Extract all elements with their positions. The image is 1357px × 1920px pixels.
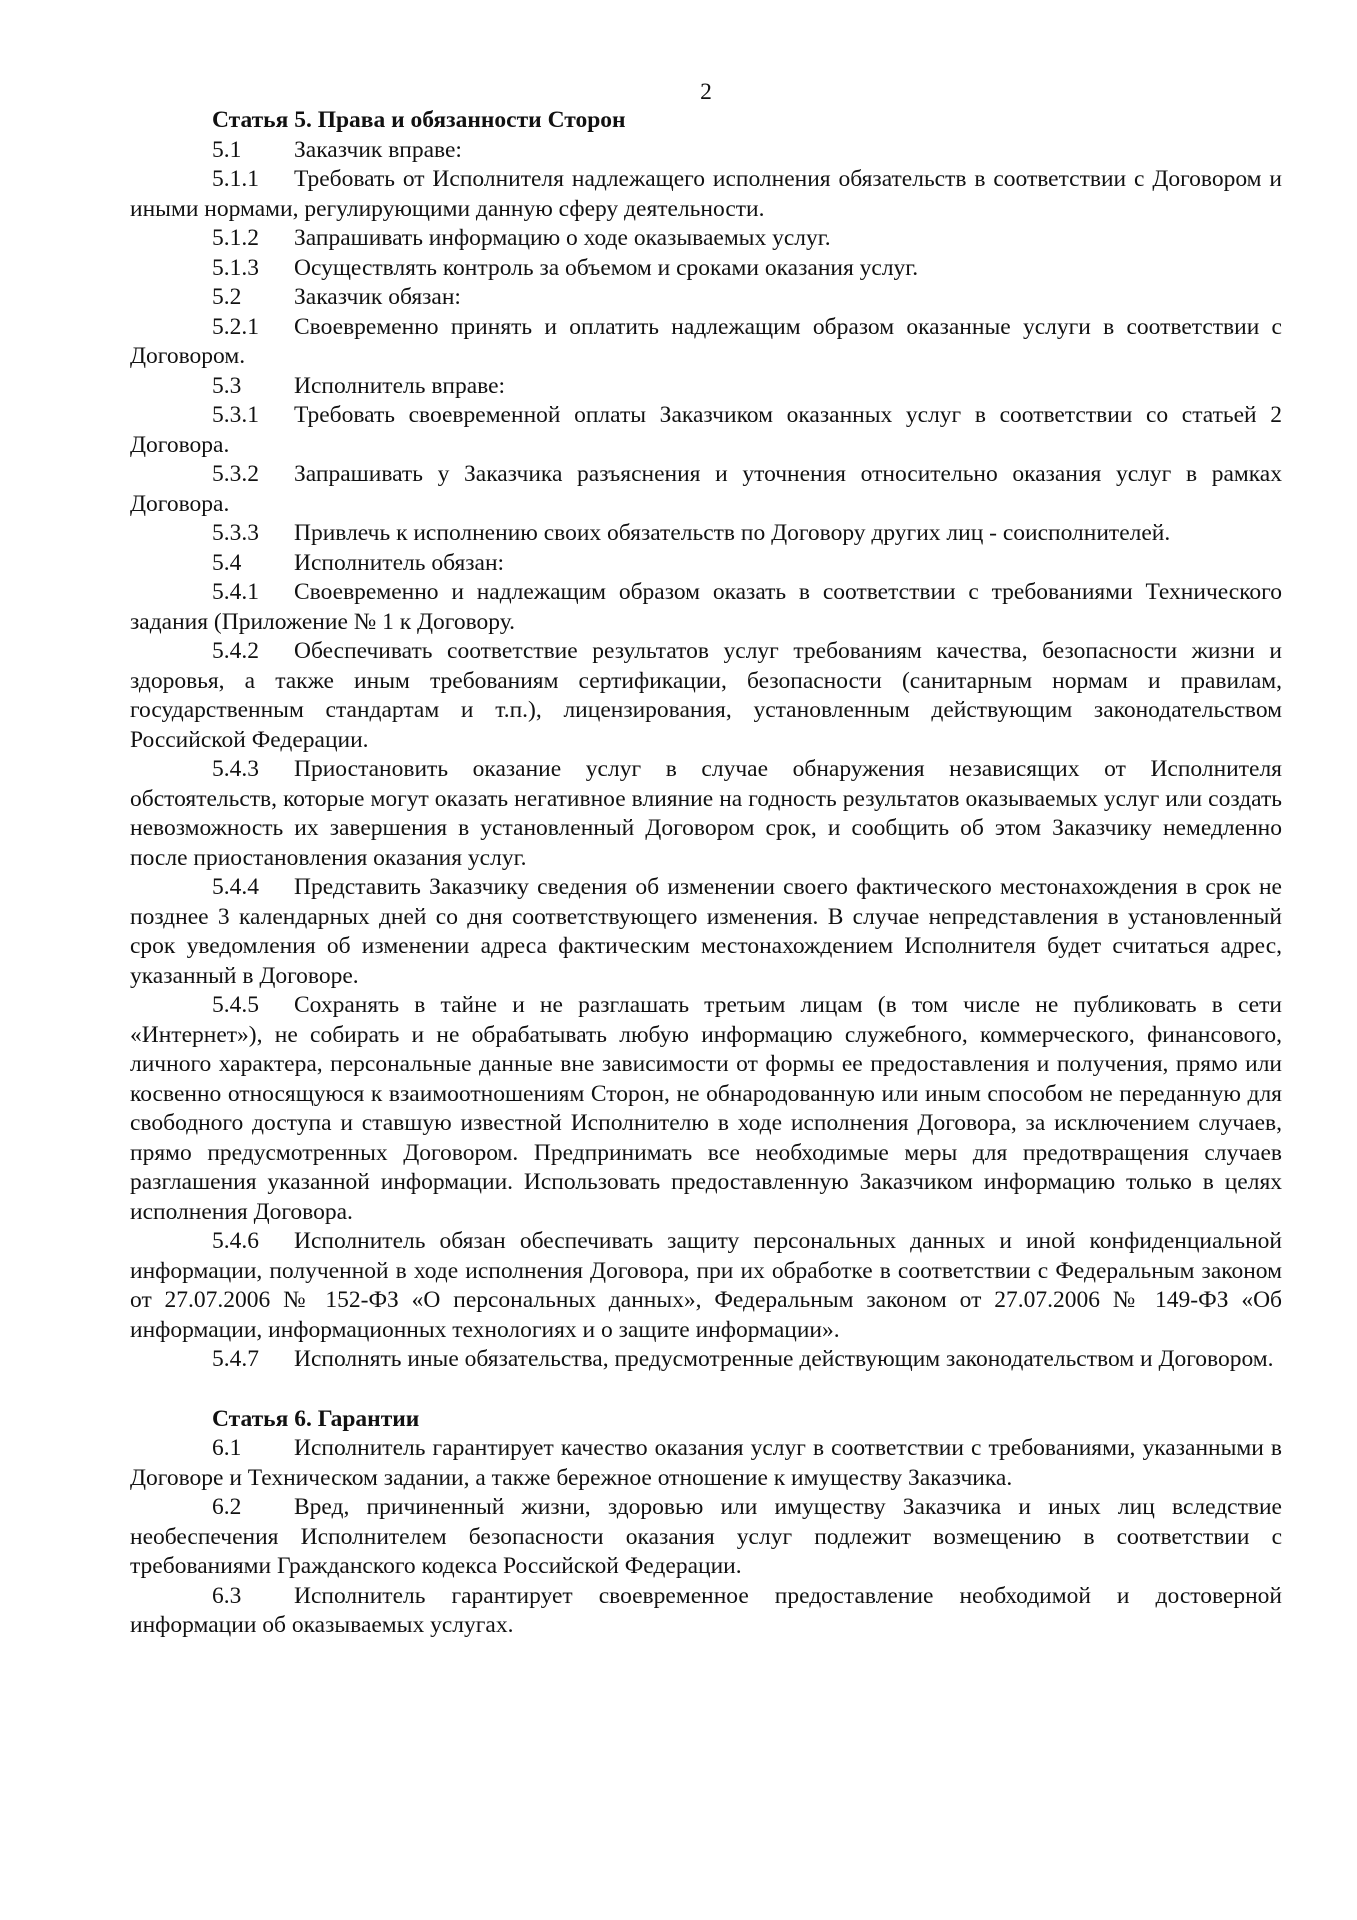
clause-text: Заказчик обязан: (294, 284, 461, 310)
document-page (130, 78, 1282, 1641)
clause-text: Вред, причиненный жизни, здоровью или имуществу Заказчика и иных лиц вследствие необеспечения Исполнителем безопасности оказания услуг подлежит возмещению в соответствии с требованиями Гражданского кодекса Российской Федерации. (130, 1494, 1282, 1579)
clause-text: Исполнять иные обязательства, предусмотренные действующим законодательством и Договором. (294, 1346, 1274, 1372)
section-heading: Статья 5. Права и обязанности Сторон (212, 107, 626, 133)
clause-number: 5.3 (212, 372, 242, 399)
clause (130, 165, 1282, 224)
clause-number: 5.4.3 (212, 756, 259, 782)
clause (130, 637, 1282, 755)
clause-text: Своевременно и надлежащим образом оказать в соответствии с требованиями Технического задания (Приложение № 1 к Договору. (130, 579, 1282, 635)
clause-number: 5.3.2 (212, 461, 259, 487)
clause-number: 6.2 (212, 1494, 242, 1520)
clause-number: 5.4.4 (212, 874, 259, 900)
clause-text: Заказчик вправе: (294, 136, 462, 163)
clause (130, 1434, 1282, 1493)
clause-number: 6.1 (212, 1435, 242, 1461)
clause-text: Сохранять в тайне и не разглашать третьим лицам (в том числе не публиковать в сети «Интернет»), не собирать и не обрабатывать любую информацию служебного, коммерческого, финансового, личного характера, персональные данные вне зависимости от формы ее предоставления и получения, прямо или косвенно относящуюся к взаимоотношениям Сторон, не обнародованную или иным способом не переданную для свободного доступа и ставшую известной Исполнителю в ходе исполнения Договора, за исключением случаев, прямо предусмотренных Договором. Предпринимать все необходимые меры для предотвращения случаев разглашения указанной информации. Использовать предоставленную Заказчиком информацию только в целях исполнения Договора. (130, 992, 1282, 1225)
clause (130, 1345, 1282, 1375)
clause-number: 5.1 (212, 136, 242, 163)
clause-number: 5.1.3 (212, 254, 259, 281)
clause-text: Исполнитель обязан обеспечивать защиту персональных данных и иной конфиденциальной информации, полученной в ходе исполнения Договора, при их обработке в соответствии с Федеральным законом от 27.07.2006 № 152-ФЗ «О персональных данных», Федеральным законом от 27.07.2006 № 149-ФЗ «Об информации, информационных технологиях и о защите информации». (130, 1228, 1282, 1343)
clause-number: 6.3 (212, 1582, 242, 1609)
clause-number: 5.4.5 (212, 992, 259, 1018)
clause (130, 1227, 1282, 1345)
clause (130, 519, 1282, 549)
clause-number: 5.3.3 (212, 520, 259, 546)
clause (130, 1582, 1282, 1641)
clause (130, 283, 1282, 313)
clause (130, 755, 1282, 873)
clause (130, 372, 1282, 402)
section-heading: Статья 6. Гарантии (212, 1405, 420, 1432)
clause-number: 5.2 (212, 284, 242, 310)
clause-text: Исполнитель вправе: (294, 372, 506, 399)
clause-number: 5.2.1 (212, 313, 259, 340)
clause-number: 5.1.1 (212, 166, 259, 192)
clause (130, 1493, 1282, 1582)
clause-text: Привлечь к исполнению своих обязательств по Договору других лиц - соисполнителей. (294, 520, 1171, 546)
clause (130, 460, 1282, 519)
page-number: 2 (700, 79, 712, 105)
clause-text: Запрашивать у Заказчика разъяснения и уточнения относительно оказания услуг в рамках Договора. (130, 461, 1282, 517)
clause-text: Приостановить оказание услуг в случае обнаружения независящих от Исполнителя обстоятельств, которые могут оказать негативное влияние на годность результатов оказываемых услуг или создать невозможность их завершения в установленный Договором срок, и сообщить об этом Заказчику немедленно после приостановления оказания услуг. (130, 756, 1282, 871)
clause (130, 991, 1282, 1227)
clause-text: Запрашивать информацию о ходе оказываемых услуг. (294, 225, 831, 251)
clause-text: Исполнитель обязан: (294, 549, 505, 576)
clause-number: 5.1.2 (212, 225, 259, 251)
clause-text: Представить Заказчику сведения об изменении своего фактического местонахождения в срок не позднее 3 календарных дней со дня соответствующего изменения. В случае непредставления в установленный срок уведомления об изменении адреса фактическим местонахождением Исполнителя будет считаться адрес, указанный в Договоре. (130, 874, 1282, 989)
clause-number: 5.4.6 (212, 1228, 259, 1254)
clause-number: 5.4 (212, 549, 242, 576)
section-5 (130, 106, 1282, 1375)
clause-text: Требовать своевременной оплаты Заказчиком оказанных услуг в соответствии со статьей 2 Договора. (130, 402, 1282, 458)
clause-text: Исполнитель гарантирует своевременное предоставление необходимой и достоверной информации об оказываемых услугах. (130, 1582, 1282, 1638)
clause-text: Своевременно принять и оплатить надлежащим образом оказанные услуги в соответствии с Договором. (130, 313, 1282, 369)
clause (130, 224, 1282, 254)
clause (130, 401, 1282, 460)
clause (130, 254, 1282, 284)
clause-text: Исполнитель гарантирует качество оказания услуг в соответствии с требованиями, указанными в Договоре и Техническом задании, а также бережное отношение к имуществу Заказчика. (130, 1435, 1282, 1491)
clause-number: 5.4.2 (212, 638, 259, 664)
clause-number: 5.4.7 (212, 1346, 259, 1372)
clause (130, 136, 1282, 166)
clause-text: Осуществлять контроль за объемом и сроками оказания услуг. (294, 254, 919, 281)
clause (130, 549, 1282, 579)
clause-number: 5.4.1 (212, 579, 259, 605)
clause-text: Требовать от Исполнителя надлежащего исполнения обязательств в соответствии с Договором и иными нормами, регулирующими данную сферу деятельности. (130, 166, 1282, 222)
clause-text: Обеспечивать соответствие результатов услуг требованиям качества, безопасности жизни и здоровья, а также иным требованиям сертификации, безопасности (санитарным нормам и правилам, государственным стандартам и т.п.), лицензирования, установленным действующим законодательством Российской Федерации. (130, 638, 1282, 753)
clause (130, 313, 1282, 372)
section-6 (130, 1405, 1282, 1641)
clause-number: 5.3.1 (212, 402, 259, 428)
clause (130, 873, 1282, 991)
clause (130, 578, 1282, 637)
